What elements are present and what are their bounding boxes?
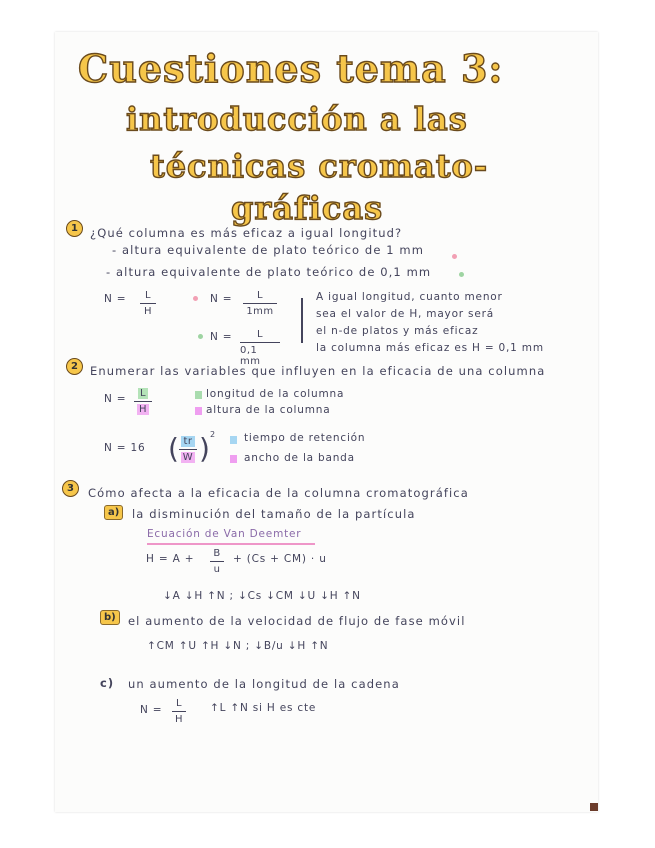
title-line-3: técnicas cromato-	[150, 147, 489, 185]
q2-n-fraction	[134, 388, 152, 415]
q2-n2-numerator: tr	[183, 436, 193, 447]
h-fraction-numerator: B	[213, 548, 221, 559]
q2-n2-exponent: 2	[210, 430, 216, 439]
q3-part-a-text: la disminución del tamaño de la partícula	[132, 507, 416, 521]
pink-dot-marker	[452, 254, 457, 259]
h-equation-rest: + (Cs + CM) · u	[233, 553, 327, 565]
q1-note-line-4: la columna más eficaz es H = 0,1 mm	[316, 342, 544, 354]
q3-c-n-fraction	[172, 698, 186, 725]
q1-n-eq-a-fraction	[243, 290, 277, 317]
q3-c-n-numerator: L	[175, 698, 183, 709]
question-1-option-a: - altura equivalente de plato teórico de 1 mm	[112, 243, 425, 257]
fraction-bar	[172, 711, 186, 712]
fraction-bar	[134, 401, 152, 402]
q3-part-c-result: ↑L ↑N si H es cte	[210, 702, 317, 714]
left-paren: (	[168, 432, 179, 465]
fraction-bar	[243, 303, 277, 304]
q3-part-b-tag: b)	[100, 610, 120, 625]
pink-dot-marker	[193, 296, 198, 301]
q1-n-eq-b-numerator: L	[256, 329, 264, 340]
q1-note-line-1: A igual longitud, cuanto menor	[316, 291, 503, 303]
question-3-text: Cómo afecta a la eficacia de la columna cromatográfica	[88, 486, 469, 500]
q1-n-eq-b-fraction	[240, 329, 280, 367]
q3-part-c-tag: c)	[100, 676, 115, 690]
q1-n-eq-b-denominator: 0,1 mm	[240, 345, 261, 367]
corner-mark	[590, 803, 598, 811]
question-1-number: 1	[66, 220, 83, 237]
blue-highlight-swatch	[230, 436, 237, 444]
q2-n-denominator: H	[138, 404, 148, 415]
question-3-number: 3	[62, 480, 79, 497]
q1-n-label: N =	[104, 293, 127, 305]
fraction-bar	[210, 561, 224, 562]
q2-variable-1: longitud de la columna	[206, 388, 345, 400]
q2-variable-4: ancho de la banda	[244, 452, 355, 464]
green-dot-marker	[459, 272, 464, 277]
q1-note-line-3: el n-de platos y más eficaz	[316, 325, 479, 337]
q3-c-n-denominator: H	[174, 714, 184, 725]
q1-n-eq-a-numerator: L	[256, 290, 264, 301]
q1-n-eq-a-label: N =	[210, 293, 233, 305]
q2-n2-fraction	[179, 436, 197, 463]
brace-line	[301, 298, 303, 343]
fraction-bar	[240, 342, 280, 343]
q2-n-numerator: L	[139, 388, 147, 399]
q1-n-fraction	[140, 290, 156, 317]
van-deemter-label: Ecuación de Van Deemter	[147, 528, 302, 540]
q3-c-n-label: N =	[140, 704, 163, 716]
q3-part-c-text: un aumento de la longitud de la cadena	[128, 677, 400, 691]
q2-n2-label: N = 16	[104, 442, 146, 454]
q1-n-numerator: L	[144, 290, 152, 301]
question-2-number: 2	[66, 358, 83, 375]
q1-n-denominator: H	[143, 306, 153, 317]
q2-variable-2: altura de la columna	[206, 404, 331, 416]
green-dot-marker	[198, 334, 203, 339]
green-highlight-swatch	[195, 391, 202, 399]
q3-part-a-tag: a)	[104, 505, 123, 520]
pink-highlight-swatch	[195, 407, 202, 415]
q3-part-b-text: el aumento de la velocidad de flujo de fase móvil	[128, 614, 466, 628]
question-1-text: ¿Qué columna es más eficaz a igual longitud?	[90, 226, 403, 240]
fraction-bar	[179, 449, 197, 450]
q3-part-b-result: ↑CM ↑U ↑H ↓N ; ↓B/u ↓H ↑N	[147, 640, 329, 652]
question-2-text: Enumerar las variables que influyen en la eficacia de una columna	[90, 364, 546, 378]
pink-highlight-swatch	[230, 455, 237, 463]
title-line-2: introducción a las	[126, 100, 468, 138]
q1-n-eq-b-label: N =	[210, 331, 233, 343]
h-equation-fraction	[210, 548, 224, 575]
q2-n-label: N =	[104, 393, 127, 405]
q3-part-a-result: ↓A ↓H ↑N ; ↓Cs ↓CM ↓U ↓H ↑N	[163, 590, 361, 602]
fraction-bar	[140, 303, 156, 304]
right-paren: )	[199, 432, 210, 465]
h-fraction-denominator: u	[213, 564, 221, 575]
title-line-4: gráficas	[231, 189, 384, 227]
van-deemter-underline	[147, 543, 315, 545]
question-1-option-b: - altura equivalente de plato teórico de 0,1 mm	[106, 265, 432, 279]
q1-n-eq-a-denominator: 1mm	[246, 306, 274, 317]
h-equation-start: H = A +	[146, 553, 195, 565]
q2-variable-3: tiempo de retención	[244, 432, 366, 444]
q2-n2-denominator: W	[182, 452, 194, 463]
title-line-1: Cuestiones tema 3:	[78, 46, 504, 91]
q1-note-line-2: sea el valor de H, mayor será	[316, 308, 494, 320]
